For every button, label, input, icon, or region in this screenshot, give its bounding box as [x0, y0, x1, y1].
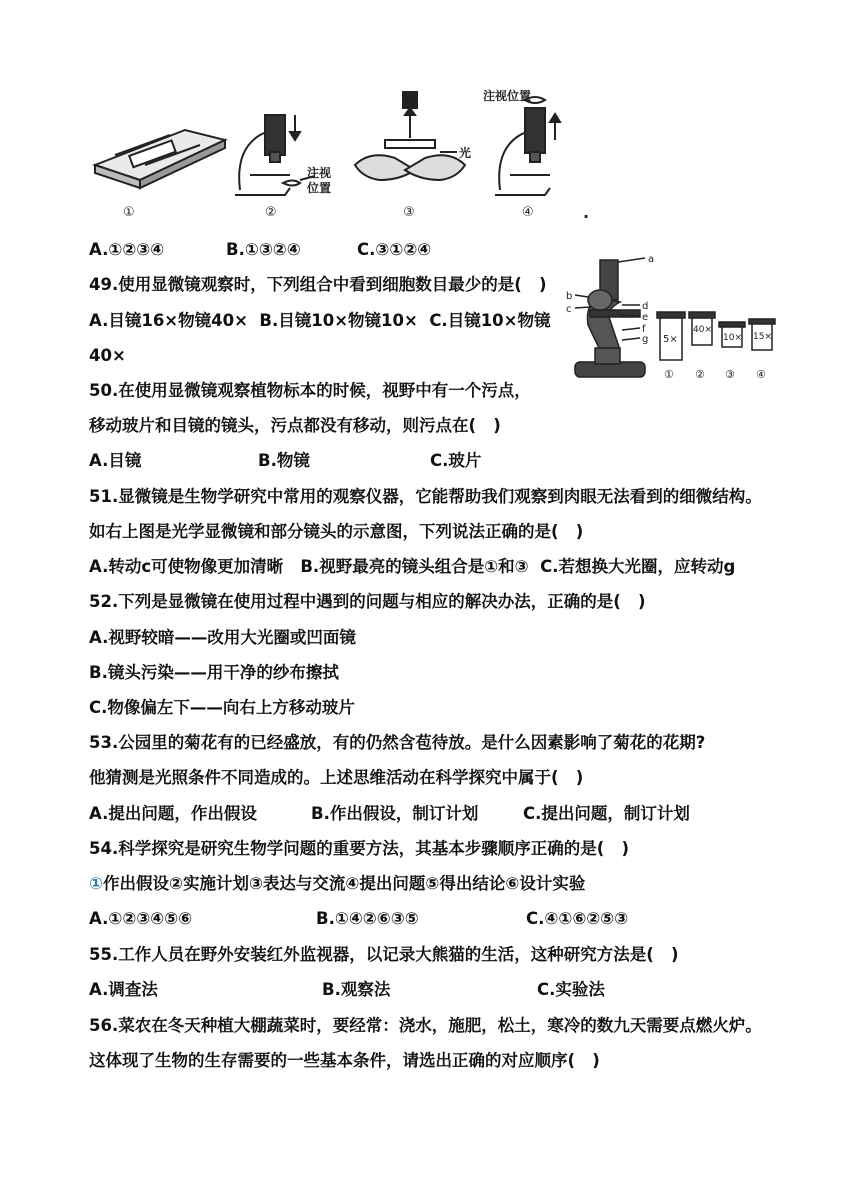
part-label-a: a — [648, 254, 655, 265]
q53-option-a: A.提出问题，作出假设 — [89, 804, 257, 823]
part-label-c: c — [566, 304, 572, 315]
q56-stem-line-2: 这体现了生物的生存需要的一些基本条件，请选出正确的对应顺序( ) — [89, 1051, 600, 1070]
q53-stem-line-1: 53.公园里的菊花有的已经盛放，有的仍然含苞待放。是什么因素影响了菊花的花期? — [89, 733, 706, 752]
q54-steps-rest: 作出假设②实施计划③表达与交流④提出问题⑤得出结论⑥设计实验 — [102, 874, 586, 893]
panel-2-label: ② — [265, 205, 277, 220]
figure-trailing-dot: . — [583, 203, 590, 222]
part-label-e: e — [642, 312, 649, 323]
q53-stem-line-2: 他猜测是光照条件不同造成的。上述思维活动在科学探究中属于( ) — [89, 768, 584, 787]
q51-stem-line-1: 51.显微镜是生物学研究中常用的观察仪器，它能帮助我们观察到肉眼无法看到的细微结构。 — [89, 487, 762, 506]
part-label-f: f — [642, 324, 646, 335]
q55-stem: 55.工作人员在野外安装红外监视器，以记录大熊猫的生活，这种研究方法是( ) — [89, 945, 679, 964]
q50-stem-line-1: 50.在使用显微镜观察植物标本的时候，视野中有一个污点， — [89, 381, 531, 400]
panel-1-label: ① — [123, 205, 135, 220]
q48-option-a: A.①②③④ — [89, 240, 165, 259]
lens-number-2: ② — [695, 368, 705, 381]
q49-options-continuation: 40× — [89, 346, 126, 365]
panel-4-label: ④ — [522, 205, 534, 220]
q54-steps-lead: ① — [89, 874, 103, 893]
q52-option-c: C.物像偏左下——向右上方移动玻片 — [89, 698, 355, 717]
panel-4-annotation: 注视位置 — [483, 89, 532, 103]
q54-stem: 54.科学探究是研究生物学问题的重要方法，其基本步骤顺序正确的是( ) — [89, 839, 630, 858]
q48-option-b: B.①③②④ — [226, 240, 301, 259]
panel-2-annotation-bottom: 位置 — [307, 181, 332, 195]
q53-option-c: C.提出问题，制订计划 — [523, 804, 690, 823]
q54-option-a: A.①②③④⑤⑥ — [89, 909, 193, 928]
q51-options-line: A.转动c可使物像更加清晰 B.视野最亮的镜头组合是①和③ C.若想换大光圈，应转动g — [89, 557, 736, 576]
lens-4-magnification: 15× — [753, 332, 772, 342]
panel-3-hands-sketch — [355, 92, 465, 180]
q50-stem-line-2: 移动玻片和目镜的镜头，污点都没有移动，则污点在( ) — [89, 416, 501, 435]
q50-option-b: B.物镜 — [258, 451, 310, 470]
lens-3-magnification: 10× — [723, 333, 742, 343]
q54-option-c: C.④①⑥②⑤③ — [526, 909, 629, 928]
part-label-b: b — [566, 291, 573, 302]
panel-2-annotation-top: 注视 — [307, 166, 332, 180]
lens-number-3: ③ — [725, 368, 735, 381]
microscope-body — [575, 258, 645, 377]
q55-option-c: C.实验法 — [537, 980, 605, 999]
q55-option-a: A.调查法 — [89, 980, 158, 999]
q50-option-a: A.目镜 — [89, 451, 142, 470]
part-label-g: g — [642, 334, 649, 345]
q54-steps-line — [89, 873, 585, 895]
q52-stem: 52.下列是显微镜在使用过程中遇到的问题与相应的解决办法，正确的是( ) — [89, 592, 646, 611]
lens-1-magnification: 5× — [663, 334, 678, 345]
q50-option-c: C.玻片 — [430, 451, 482, 470]
panel-1-stage-sketch — [95, 130, 225, 188]
panel-3-label: ③ — [403, 205, 415, 220]
q53-option-b: B.作出假设，制订计划 — [311, 804, 479, 823]
panel-2-microscope-sketch — [235, 115, 315, 195]
panel-3-annotation: 光 — [459, 146, 472, 160]
q49-options-line: A.目镜16×物镜40× B.目镜10×物镜10× C.目镜10×物镜 — [89, 311, 551, 330]
panel-4-microscope-sketch — [495, 97, 560, 195]
q52-option-b: B.镜头污染——用干净的纱布擦拭 — [89, 663, 339, 682]
q48-option-c: C.③①②④ — [357, 240, 432, 259]
q55-option-b: B.观察法 — [322, 980, 391, 999]
microscope-lens-figure — [560, 250, 785, 385]
q52-option-a: A.视野较暗——改用大光圈或凹面镜 — [89, 628, 356, 647]
lens-number-1: ① — [664, 368, 674, 381]
q56-stem-line-1: 56.菜农在冬天种植大棚蔬菜时，要经常：浇水，施肥，松土，寒冷的数九天需要点燃火炉。 — [89, 1016, 762, 1035]
q51-stem-line-2: 如右上图是光学显微镜和部分镜头的示意图，下列说法正确的是( ) — [89, 522, 584, 541]
part-label-d: d — [642, 301, 649, 312]
lens-number-4: ④ — [756, 368, 766, 381]
lens-2-magnification: 40× — [693, 325, 712, 335]
microscope-operation-figure — [85, 80, 605, 230]
q49-stem: 49.使用显微镜观察时，下列组合中看到细胞数目最少的是( ) — [89, 275, 547, 294]
q54-option-b: B.①④②⑥③⑤ — [316, 909, 419, 928]
